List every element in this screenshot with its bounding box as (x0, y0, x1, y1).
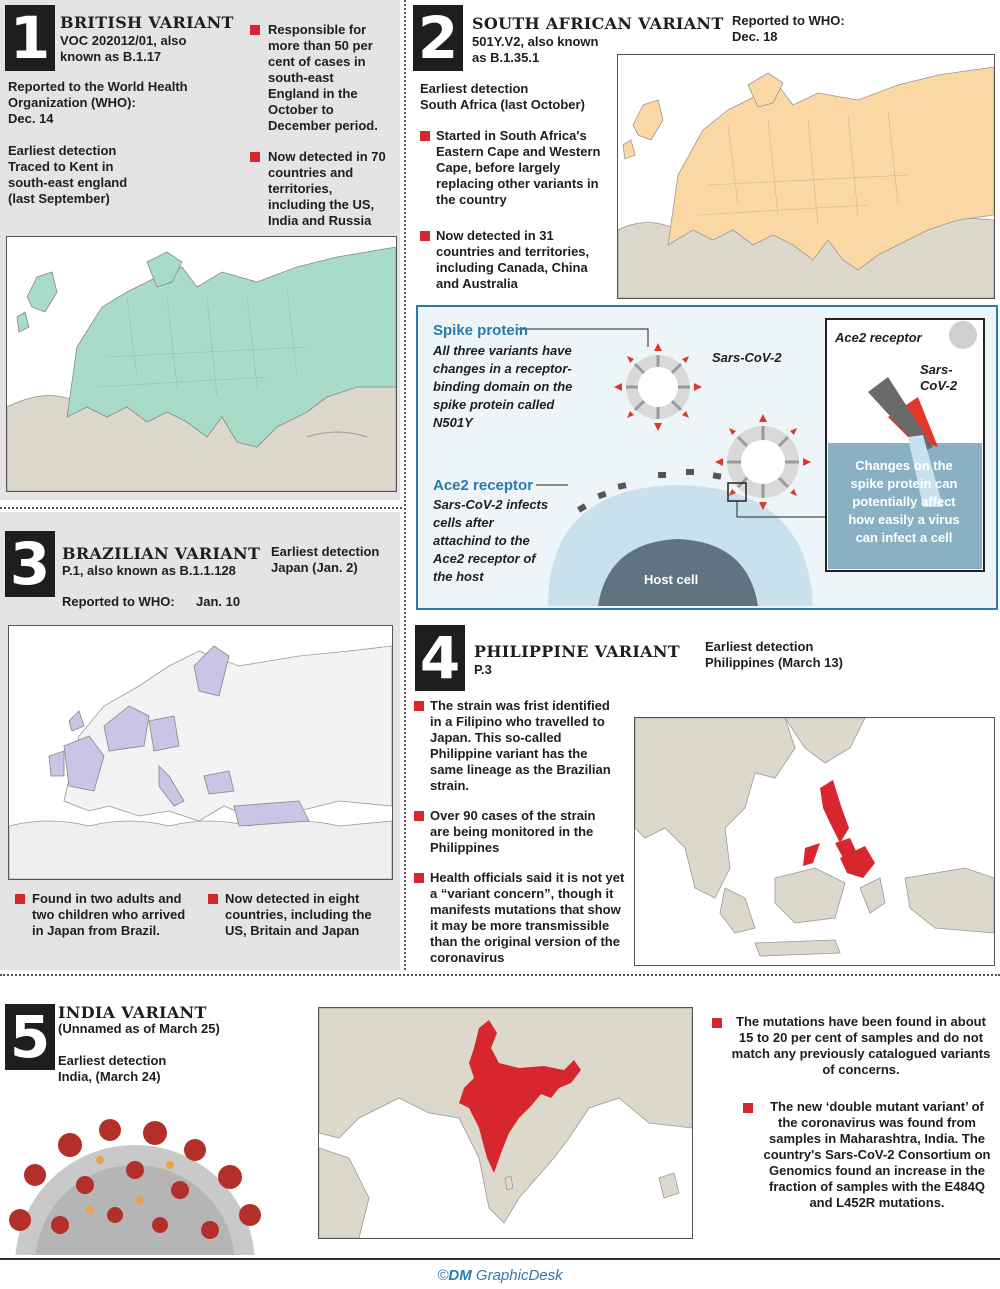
spike-title: Spike protein (433, 322, 529, 339)
bullet-marker (712, 1018, 722, 1028)
brazilian-bullet-2: Now detected in eight countries, including the US, Britain and Japan (225, 891, 372, 938)
divider (404, 0, 406, 970)
brazilian-europe-map (8, 625, 393, 880)
british-bullet-1: Responsible for more than 50 per cent of cases in south-east England in the October to December period. (268, 22, 378, 133)
philippine-title: PHILIPPINE VARIANT (474, 642, 681, 661)
south-african-earliest-value: South Africa (last October) (420, 97, 585, 112)
zoom-virus-label: Sars-CoV-2 (920, 362, 958, 393)
british-reported-date: Dec. 14 (8, 111, 54, 126)
ace2-text: Sars-CoV-2 infects cells after attachind to the Ace2 receptor of the host (433, 497, 549, 584)
philippine-bullet-3: Health officials said it is not yet a “variant concern”, though it manifests mutations that show it may be more transmissible than the original version of the coronavirus (430, 870, 625, 965)
british-reported-label: Reported to the World Health Organization (WHO): (8, 79, 188, 110)
section-number-4: 4 (415, 625, 465, 691)
brazilian-code: P.1, also known as B.1.1.128 (62, 563, 236, 578)
india-bullet-1: The mutations have been found in about 15 to 20 per cent of samples and do not match any previously catalogued variants of concerns. (731, 1014, 991, 1077)
philippine-bullet-2: Over 90 cases of the strain are being monitored in the Philippines (430, 808, 596, 855)
brazilian-earliest-label: Earliest detection (271, 544, 380, 559)
india-code: (Unnamed as of March 25) (58, 1021, 220, 1036)
spike-text: All three variants have changes in a receptor-binding domain on the spike protein called N501Y (433, 343, 573, 430)
brazilian-earliest-value: Japan (Jan. 2) (271, 560, 358, 575)
south-african-bullet-1: Started in South Africa's Eastern Cape and Western Cape, before largely replacing other variants in the country (436, 128, 601, 207)
south-african-title: SOUTH AFRICAN VARIANT (472, 14, 724, 33)
footer-rule (0, 1258, 1000, 1260)
zoom-receptor-label: Ace2 receptor (835, 330, 922, 345)
divider (0, 507, 402, 509)
british-earliest-label: Earliest detection (8, 143, 117, 158)
india-earliest-label: Earliest detection (58, 1053, 167, 1068)
host-cell-label: Host cell (644, 572, 699, 587)
british-earliest-value: Traced to Kent in south-east england (last September) (8, 159, 128, 206)
bullet-marker (15, 894, 25, 904)
british-bullet-2: Now detected in 70 countries and territories, including the US, India and Russia (268, 149, 386, 228)
philippine-bullet-1: The strain was frist identified in a Filipino who travelled to Japan. This so-called Philippine variant has the same lineage as the Brazilian strain. (430, 698, 611, 793)
south-african-bullet-2: Now detected in 31 countries and territories, including Canada, China and Australia (436, 228, 590, 291)
bullet-marker (208, 894, 218, 904)
bullet-marker (414, 811, 424, 821)
philippine-earliest-label: Earliest detection (705, 639, 814, 654)
south-african-code: 501Y.V2, also known as B.1.35.1 (472, 34, 599, 65)
india-earliest-value: India, (March 24) (58, 1069, 161, 1084)
south-african-reported-label: Reported to WHO: (732, 13, 845, 28)
credit-brand: DM (448, 1267, 472, 1284)
bullet-marker (250, 25, 260, 35)
brazilian-bullet-1: Found in two adults and two children who arrived in Japan from Brazil. (32, 891, 186, 938)
credit-line (0, 1267, 1000, 1284)
bullet-marker (250, 152, 260, 162)
south-african-europe-map (617, 54, 995, 299)
divider (0, 974, 1000, 976)
bullet-marker (414, 701, 424, 711)
india-title: INDIA VARIANT (58, 1003, 207, 1022)
british-europe-map (6, 236, 397, 492)
zoom-caption: Changes on the spike protein can potentially affect how easily a virus can infect a cell (848, 458, 960, 545)
british-title: BRITISH VARIANT (60, 13, 234, 32)
section-number-5: 5 (5, 1004, 55, 1070)
philippine-earliest-value: Philippines (March 13) (705, 655, 843, 670)
credit-name: GraphicDesk (475, 1267, 563, 1284)
brazilian-reported-date: Jan. 10 (196, 594, 241, 609)
bullet-marker (414, 873, 424, 883)
virus-label: Sars-CoV-2 (712, 350, 782, 365)
bullet-marker (743, 1103, 753, 1113)
philippine-asia-map (634, 717, 995, 966)
copyright-symbol: © (437, 1267, 449, 1284)
india-bullet-2: The new ‘double mutant variant’ of the coronavirus was found from samples in Maharashtra, India. The country's Sars-CoV-2 Consortium on Genomics found an increase in the fraction of samples with the E484Q and L452R mutations. (763, 1099, 991, 1210)
coronavirus-illustration (0, 1115, 270, 1255)
section-number-1: 1 (5, 5, 55, 71)
bullet-marker (420, 131, 430, 141)
section-number-2: 2 (413, 5, 463, 71)
section-number-3: 3 (5, 531, 55, 597)
british-code: VOC 202012/01, also known as B.1.17 (60, 33, 187, 64)
bullet-marker (420, 231, 430, 241)
brazilian-title: BRAZILIAN VARIANT (62, 544, 261, 563)
ace2-title: Ace2 receptor (433, 477, 534, 494)
philippine-code: P.3 (474, 662, 492, 677)
south-african-earliest-label: Earliest detection (420, 81, 529, 96)
south-african-reported-date: Dec. 18 (732, 29, 778, 44)
brazilian-reported-label: Reported to WHO: (62, 594, 175, 609)
india-asia-map (318, 1007, 693, 1239)
